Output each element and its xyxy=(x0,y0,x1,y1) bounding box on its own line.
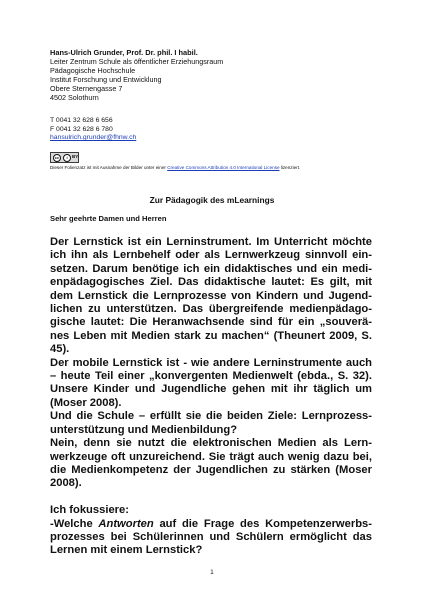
body-line: werkzeuge oft unzureichend. Sie trägt auch wenig dazu bei, xyxy=(50,450,372,463)
paragraph-gap xyxy=(50,491,372,504)
author-line: Institut Forschung und Entwicklung xyxy=(50,75,162,84)
person-icon: i xyxy=(63,154,71,162)
author-line: Leiter Zentrum Schule als öffentlicher Erziehungsraum xyxy=(50,57,224,66)
cc-icon: cc xyxy=(54,155,60,160)
cc-by-label: BY xyxy=(72,154,79,159)
author-line: Pädagogische Hochschule xyxy=(50,66,136,75)
question-emphasis: Antworten xyxy=(98,517,154,530)
body-line: lichen zu unterstützen. Das übergreifende medienpädago- xyxy=(50,303,372,316)
body-line: setzen. Darum benötige ich ein didaktisches und ein medi- xyxy=(50,262,372,275)
body-line: ich ihn als Lernbehelf oder als Lernwerkzeug sinnvoll ein- xyxy=(50,249,372,262)
body-line: unterstützung und Medienbildung? xyxy=(50,423,238,436)
body-line: 2008). xyxy=(50,477,82,490)
question-prefix: -Welche xyxy=(50,517,99,530)
body-line: dem Lernstick die Lernprozesse von Kindern und Jugend- xyxy=(50,289,372,302)
body-line: Nein, denn sie nutzt die elektronischen Medien als Lern- xyxy=(50,437,372,450)
body-line: – heute Teil einer „konvergenten Medienwelt (ebda., S. 32). xyxy=(50,370,372,383)
salutation: Sehr geehrte Damen und Herren xyxy=(50,214,167,223)
author-block xyxy=(50,48,350,102)
license-notice xyxy=(50,165,300,171)
license-link[interactable]: Creative Commons Attribution 4.0 International License xyxy=(167,165,280,170)
author-name: Hans-Ulrich Grunder, Prof. Dr. phil. I habil. xyxy=(50,48,198,57)
body-line: gische lautet: Die Heranwachsende sind für ein „souverä- xyxy=(50,316,372,329)
email-link[interactable]: hansulrich.grunder@fhnw.ch xyxy=(50,134,137,142)
author-line: Obere Sternengasse 7 xyxy=(50,84,123,93)
body-line: Der mobile Lernstick ist - wie andere Lerninstrumente auch xyxy=(50,356,372,369)
question-rest: auf die Frage des Kompetenzerwerbs- xyxy=(153,517,372,530)
license-text-before: Dieser Folienzatz ist mit Ausnahme der Bilder unter einer xyxy=(50,165,168,170)
body-line: nes Leben mit Medien stark zu machen“ (Theunert 2009, S. xyxy=(50,329,372,342)
body-line: enpädagogisches Ziel. Das didaktische lautet: Es gilt, mit xyxy=(50,276,372,289)
author-line: 4502 Solothurn xyxy=(50,93,99,102)
body-line: Der Lernstick ist ein Lerninstrument. Im Unterricht möchte xyxy=(50,236,372,248)
body-text xyxy=(50,236,372,558)
body-line: 45). xyxy=(50,343,70,356)
license-text-after: lizenziert. xyxy=(279,165,301,170)
body-line: die Medienkompetenz der Jugendlichen zu stärken (Moser xyxy=(50,463,372,476)
focus-heading: Ich fokussiere: xyxy=(50,504,129,517)
question-line: Lernen mit einem Lernstick? xyxy=(50,544,203,557)
body-line: Und die Schule – erfüllt sie die beiden Ziele: Lernprozess- xyxy=(50,410,372,423)
body-line: Unsere Kinder und Jugendliche gehen mit ihr täglich um xyxy=(50,383,372,396)
creative-commons-logo[interactable] xyxy=(50,152,79,163)
question-line xyxy=(50,518,372,531)
body-line: (Moser 2008). xyxy=(50,396,122,409)
page-number: 1 xyxy=(210,569,214,576)
document-title: Zur Pädagogik des mLearnings xyxy=(149,195,275,205)
fax-number: F 0041 32 628 6 780 xyxy=(50,125,113,133)
phone-number: T 0041 32 628 6 656 xyxy=(50,117,113,124)
contact-block xyxy=(50,117,350,143)
question-line: prozesses bei Schülerinnen und Schülern ermöglicht das xyxy=(50,530,372,543)
